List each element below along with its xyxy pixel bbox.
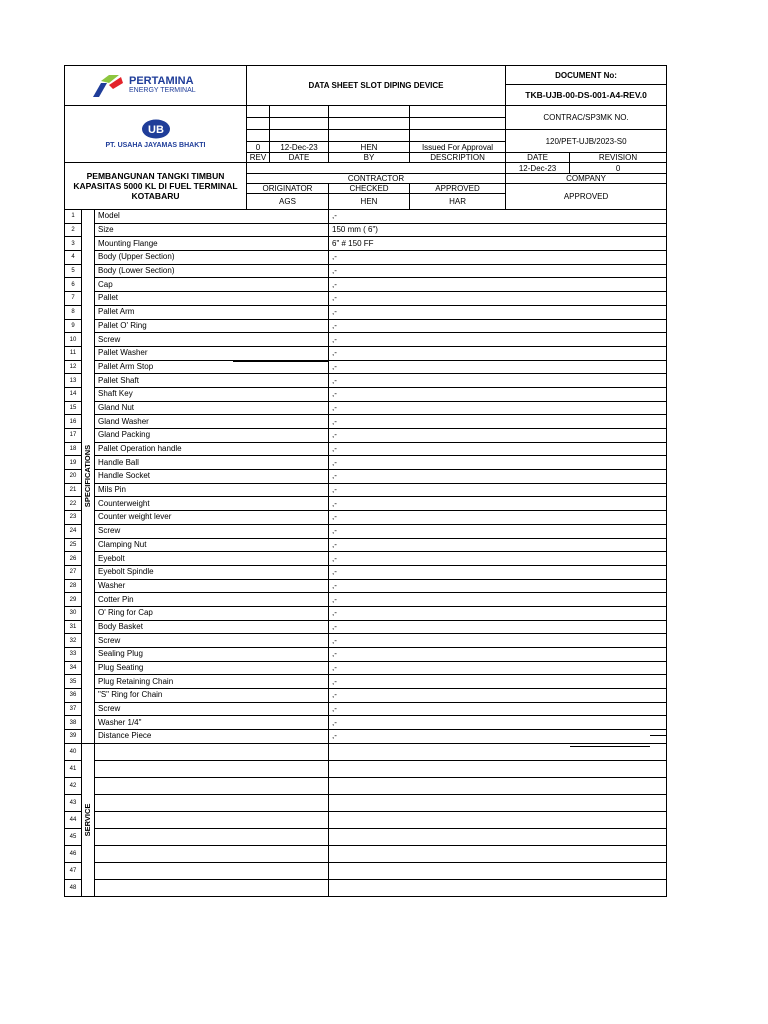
table-row bbox=[65, 415, 667, 429]
service-rows bbox=[65, 743, 667, 896]
row-number: 39 bbox=[65, 730, 82, 744]
table-row bbox=[65, 442, 667, 456]
table-row bbox=[65, 606, 667, 620]
spec-table bbox=[64, 209, 667, 897]
spec-item: Washer bbox=[95, 579, 329, 593]
spec-value: ,- bbox=[329, 593, 667, 607]
spec-value: ,- bbox=[329, 319, 667, 333]
table-row bbox=[65, 374, 667, 388]
table-row bbox=[65, 579, 667, 593]
row-number: 2 bbox=[65, 223, 82, 237]
spec-value: ,- bbox=[329, 483, 667, 497]
table-row bbox=[65, 862, 667, 879]
table-row bbox=[65, 794, 667, 811]
spec-rows bbox=[65, 210, 667, 744]
spec-item: "S" Ring for Chain bbox=[95, 689, 329, 703]
table-row bbox=[65, 524, 667, 538]
spec-value: ,- bbox=[329, 292, 667, 306]
row-number: 33 bbox=[65, 648, 82, 662]
spec-item: Shaft Key bbox=[95, 387, 329, 401]
spec-item: Pallet Washer bbox=[95, 346, 329, 360]
table-row bbox=[65, 305, 667, 319]
spec-value: ,- bbox=[329, 264, 667, 278]
spec-value: ,- bbox=[329, 606, 667, 620]
service-item bbox=[95, 760, 329, 777]
spec-item: Pallet O' Ring bbox=[95, 319, 329, 333]
spec-item: Handle Ball bbox=[95, 456, 329, 470]
service-value bbox=[329, 828, 667, 845]
service-value bbox=[329, 811, 667, 828]
table-row bbox=[65, 828, 667, 845]
row-number: 26 bbox=[65, 552, 82, 566]
stray-line bbox=[570, 746, 650, 747]
spec-value: 150 mm ( 6") bbox=[329, 223, 667, 237]
revision-value: 0 bbox=[570, 163, 667, 174]
table-row bbox=[65, 634, 667, 648]
spec-item: Eyebolt bbox=[95, 552, 329, 566]
spec-value: ,- bbox=[329, 278, 667, 292]
table-row bbox=[65, 593, 667, 607]
rev-value: 0 bbox=[247, 142, 270, 153]
spec-value: 6" # 150 FF bbox=[329, 237, 667, 251]
service-item bbox=[95, 845, 329, 862]
row-number: 7 bbox=[65, 292, 82, 306]
table-row bbox=[65, 511, 667, 525]
table-row bbox=[65, 278, 667, 292]
spec-item: Model bbox=[95, 210, 329, 224]
table-row bbox=[65, 264, 667, 278]
pertamina-logo-cell bbox=[65, 66, 247, 106]
spec-item: Pallet Operation handle bbox=[95, 442, 329, 456]
spec-item: Washer 1/4" bbox=[95, 716, 329, 730]
table-row bbox=[65, 497, 667, 511]
table-row bbox=[65, 689, 667, 703]
table-row bbox=[65, 319, 667, 333]
spec-value: ,- bbox=[329, 442, 667, 456]
rev-description: Issued For Approval bbox=[410, 142, 506, 153]
specifications-label: SPECIFICATIONS bbox=[83, 445, 92, 508]
ujb-emblem-icon bbox=[141, 119, 171, 139]
date-col-label: DATE bbox=[270, 153, 329, 163]
row-number: 17 bbox=[65, 429, 82, 443]
company-name: PERTAMINA bbox=[129, 75, 194, 87]
spec-value: ,- bbox=[329, 702, 667, 716]
table-row bbox=[65, 730, 667, 744]
spec-value: ,- bbox=[329, 374, 667, 388]
row-number: 10 bbox=[65, 333, 82, 347]
table-row bbox=[65, 552, 667, 566]
spec-item: Gland Packing bbox=[95, 429, 329, 443]
row-number: 13 bbox=[65, 374, 82, 388]
originator: AGS bbox=[247, 194, 329, 210]
table-row bbox=[65, 401, 667, 415]
spec-value: ,- bbox=[329, 360, 667, 374]
approved-label: APPROVED bbox=[410, 184, 506, 194]
row-number: 35 bbox=[65, 675, 82, 689]
service-item bbox=[95, 879, 329, 896]
spec-item: Clamping Nut bbox=[95, 538, 329, 552]
spec-item: Pallet Arm bbox=[95, 305, 329, 319]
row-number: 29 bbox=[65, 593, 82, 607]
table-row bbox=[65, 483, 667, 497]
spec-value: ,- bbox=[329, 716, 667, 730]
row-number: 16 bbox=[65, 415, 82, 429]
spec-item: Screw bbox=[95, 702, 329, 716]
table-row bbox=[65, 237, 667, 251]
stray-line bbox=[233, 361, 329, 362]
spec-item: Cap bbox=[95, 278, 329, 292]
specifications-section bbox=[82, 210, 95, 744]
row-number: 40 bbox=[65, 743, 82, 760]
row-number: 37 bbox=[65, 702, 82, 716]
row-number: 3 bbox=[65, 237, 82, 251]
rev-by: HEN bbox=[329, 142, 410, 153]
spec-value: ,- bbox=[329, 387, 667, 401]
table-row bbox=[65, 333, 667, 347]
service-item bbox=[95, 828, 329, 845]
row-number: 48 bbox=[65, 879, 82, 896]
spec-item: Eyebolt Spindle bbox=[95, 565, 329, 579]
service-value bbox=[329, 879, 667, 896]
table-row bbox=[65, 777, 667, 794]
rev-date: 12-Dec-23 bbox=[270, 142, 329, 153]
doc-no-label: DOCUMENT No: bbox=[506, 66, 667, 85]
document-title: DATA SHEET SLOT DIPING DEVICE bbox=[247, 66, 506, 106]
row-number: 9 bbox=[65, 319, 82, 333]
contract-label: CONTRAC/SP3MK NO. bbox=[506, 106, 667, 130]
spec-value: ,- bbox=[329, 661, 667, 675]
table-row bbox=[65, 565, 667, 579]
table-row bbox=[65, 845, 667, 862]
row-number: 14 bbox=[65, 387, 82, 401]
checked-by: HEN bbox=[329, 194, 410, 210]
spec-value: ,- bbox=[329, 346, 667, 360]
date-label: DATE bbox=[506, 153, 570, 163]
row-number: 43 bbox=[65, 794, 82, 811]
approved-by: HAR bbox=[410, 194, 506, 210]
service-value bbox=[329, 760, 667, 777]
row-number: 44 bbox=[65, 811, 82, 828]
rev-label: REV bbox=[247, 153, 270, 163]
row-number: 6 bbox=[65, 278, 82, 292]
table-row bbox=[65, 292, 667, 306]
spec-value: ,- bbox=[329, 730, 667, 744]
row-number: 4 bbox=[65, 251, 82, 265]
spec-value: ,- bbox=[329, 251, 667, 265]
spec-value: ,- bbox=[329, 565, 667, 579]
table-row bbox=[65, 648, 667, 662]
spec-item: Body Basket bbox=[95, 620, 329, 634]
row-number: 36 bbox=[65, 689, 82, 703]
table-row bbox=[65, 360, 667, 374]
contractor-label: CONTRACTOR bbox=[247, 174, 506, 184]
row-number: 24 bbox=[65, 524, 82, 538]
spec-value: ,- bbox=[329, 497, 667, 511]
spec-value: ,- bbox=[329, 675, 667, 689]
table-row bbox=[65, 223, 667, 237]
spec-value: ,- bbox=[329, 634, 667, 648]
table-row bbox=[65, 716, 667, 730]
service-value bbox=[329, 845, 667, 862]
contractor-logo-text: PT. USAHA JAYAMAS BHAKTI bbox=[105, 141, 206, 149]
table-row bbox=[65, 661, 667, 675]
originator-label: ORIGINATOR bbox=[247, 184, 329, 194]
row-number: 22 bbox=[65, 497, 82, 511]
datasheet bbox=[64, 65, 666, 897]
contractor-logo-cell bbox=[65, 106, 247, 163]
row-number: 31 bbox=[65, 620, 82, 634]
spec-value: ,- bbox=[329, 415, 667, 429]
spec-item: Distance Piece bbox=[95, 730, 329, 744]
table-row bbox=[65, 387, 667, 401]
spec-item: Mounting Flange bbox=[95, 237, 329, 251]
table-row bbox=[65, 675, 667, 689]
service-item bbox=[95, 777, 329, 794]
spec-item: Screw bbox=[95, 524, 329, 538]
contract-no: 120/PET-UJB/2023-S0 bbox=[506, 130, 667, 153]
service-value bbox=[329, 794, 667, 811]
spec-item: Body (Upper Section) bbox=[95, 251, 329, 265]
pertamina-logo bbox=[65, 73, 246, 99]
checked-label: CHECKED bbox=[329, 184, 410, 194]
spec-value: ,- bbox=[329, 648, 667, 662]
row-number: 38 bbox=[65, 716, 82, 730]
header-table bbox=[64, 65, 667, 210]
spec-value: ,- bbox=[329, 210, 667, 224]
spec-value: ,- bbox=[329, 552, 667, 566]
row-number: 27 bbox=[65, 565, 82, 579]
service-value bbox=[329, 777, 667, 794]
spec-value: ,- bbox=[329, 524, 667, 538]
service-label: SERVICE bbox=[83, 803, 92, 837]
spec-item: Screw bbox=[95, 634, 329, 648]
table-row bbox=[65, 470, 667, 484]
by-col-label: BY bbox=[329, 153, 410, 163]
service-item bbox=[95, 794, 329, 811]
svg-text:UB: UB bbox=[147, 123, 164, 136]
table-row bbox=[65, 879, 667, 896]
table-row bbox=[65, 456, 667, 470]
row-number: 47 bbox=[65, 862, 82, 879]
row-number: 21 bbox=[65, 483, 82, 497]
company-status: APPROVED bbox=[506, 184, 667, 210]
doc-no: TKB-UJB-00-DS-001-A4-REV.0 bbox=[506, 85, 667, 106]
pertamina-emblem-icon bbox=[91, 73, 125, 99]
revision-label: REVISION bbox=[570, 153, 667, 163]
table-row bbox=[65, 620, 667, 634]
table-row bbox=[65, 811, 667, 828]
table-row bbox=[65, 702, 667, 716]
contractor-logo bbox=[65, 119, 246, 150]
row-number: 46 bbox=[65, 845, 82, 862]
row-number: 32 bbox=[65, 634, 82, 648]
spec-value: ,- bbox=[329, 511, 667, 525]
row-number: 18 bbox=[65, 442, 82, 456]
row-number: 23 bbox=[65, 511, 82, 525]
spec-value: ,- bbox=[329, 401, 667, 415]
spec-value: ,- bbox=[329, 689, 667, 703]
spec-item: Cotter Pin bbox=[95, 593, 329, 607]
spec-value: ,- bbox=[329, 456, 667, 470]
spec-item: Gland Nut bbox=[95, 401, 329, 415]
spec-value: ,- bbox=[329, 620, 667, 634]
table-row bbox=[65, 538, 667, 552]
row-number: 11 bbox=[65, 346, 82, 360]
spec-item: Size bbox=[95, 223, 329, 237]
spec-item: Screw bbox=[95, 333, 329, 347]
row-number: 5 bbox=[65, 264, 82, 278]
row-number: 45 bbox=[65, 828, 82, 845]
row-number: 41 bbox=[65, 760, 82, 777]
spec-value: ,- bbox=[329, 470, 667, 484]
description-col-label: DESCRIPTION bbox=[410, 153, 506, 163]
row-number: 30 bbox=[65, 606, 82, 620]
spec-item: Pallet bbox=[95, 292, 329, 306]
spec-value: ,- bbox=[329, 579, 667, 593]
spec-item: Plug Retaining Chain bbox=[95, 675, 329, 689]
row-number: 25 bbox=[65, 538, 82, 552]
spec-item: Pallet Arm Stop bbox=[95, 360, 329, 374]
spec-value: ,- bbox=[329, 429, 667, 443]
row-number: 15 bbox=[65, 401, 82, 415]
table-row bbox=[65, 346, 667, 360]
service-item bbox=[95, 811, 329, 828]
spec-item: O' Ring for Cap bbox=[95, 606, 329, 620]
spec-value: ,- bbox=[329, 333, 667, 347]
spec-item: Handle Socket bbox=[95, 470, 329, 484]
table-row bbox=[65, 429, 667, 443]
spec-item: Pallet Shaft bbox=[95, 374, 329, 388]
row-number: 12 bbox=[65, 360, 82, 374]
spec-item: Plug Seating bbox=[95, 661, 329, 675]
table-row bbox=[65, 760, 667, 777]
table-row bbox=[65, 251, 667, 265]
spec-item: Counterweight bbox=[95, 497, 329, 511]
project-title: PEMBANGUNAN TANGKI TIMBUN KAPASITAS 5000 KL DI FUEL TERMINAL KOTABARU bbox=[65, 163, 247, 210]
spec-item: Mils Pin bbox=[95, 483, 329, 497]
service-item bbox=[95, 862, 329, 879]
spec-item: Sealing Plug bbox=[95, 648, 329, 662]
spec-value: ,- bbox=[329, 538, 667, 552]
spec-value: ,- bbox=[329, 305, 667, 319]
row-number: 42 bbox=[65, 777, 82, 794]
spec-item: Counter weight lever bbox=[95, 511, 329, 525]
row-number: 20 bbox=[65, 470, 82, 484]
spec-item: Body (Lower Section) bbox=[95, 264, 329, 278]
service-item bbox=[95, 743, 329, 760]
company-label: COMPANY bbox=[506, 174, 667, 184]
table-row bbox=[65, 210, 667, 224]
stray-line bbox=[650, 735, 666, 736]
row-number: 34 bbox=[65, 661, 82, 675]
row-number: 1 bbox=[65, 210, 82, 224]
company-sub: ENERGY TERMINAL bbox=[129, 87, 196, 94]
row-number: 19 bbox=[65, 456, 82, 470]
service-value bbox=[329, 862, 667, 879]
row-number: 8 bbox=[65, 305, 82, 319]
service-section bbox=[82, 743, 95, 896]
row-number: 28 bbox=[65, 579, 82, 593]
spec-item: Gland Washer bbox=[95, 415, 329, 429]
date-value: 12-Dec-23 bbox=[506, 163, 570, 174]
